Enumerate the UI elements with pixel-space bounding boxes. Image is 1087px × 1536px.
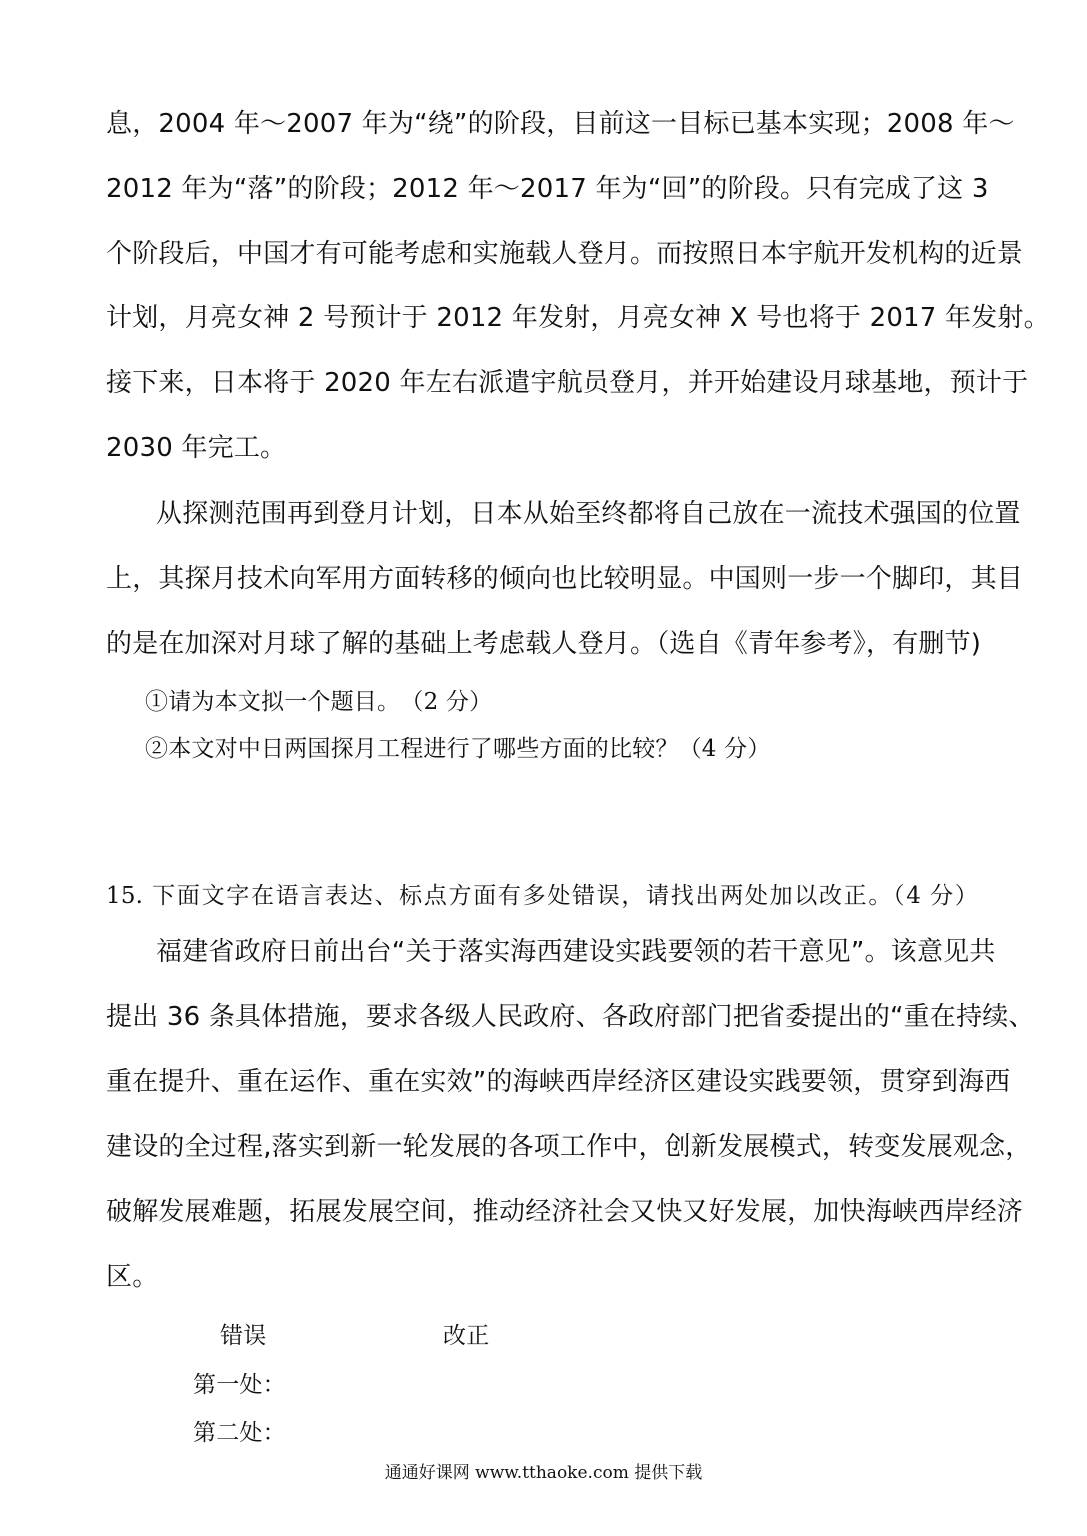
passage-line-5: 接下来，日本将于 2020 年左右派遣宇航员登月，并开始建设月球基地，预计于 [106,368,1029,398]
q15-passage-line-1: 福建省政府日前出台“关于落实海西建设实践要领的若干意见”。该意见共 [156,937,996,967]
answer-header-error: 错误 [220,1323,267,1349]
q15-passage-line-6: 区。 [106,1262,159,1292]
q15-passage-line-2: 提出 36 条具体措施，要求各级人民政府、各政府部门把省委提出的“重在持续、 [106,1002,1035,1032]
passage-line-8: 上，其探月技术向军用方面转移的倾向也比较明显。中国则一步一个脚印，其目 [106,564,1024,594]
passage-line-6: 2030 年完工。 [106,433,287,463]
answer-row-2-label: 第二处： [193,1420,286,1446]
question-15-prompt: 15. 下面文字在语言表达、标点方面有多处错误，请找出两处加以改正。（4 分） [106,883,978,909]
page-footer: 通通好课网 www.tthaoke.com 提供下载 [384,1463,703,1483]
question-2: ②本文对中日两国探月工程进行了哪些方面的比较？（4 分） [145,736,771,762]
passage-line-3: 个阶段后，中国才有可能考虑和实施载人登月。而按照日本宇航开发机构的近景 [106,239,1024,269]
passage-line-9-source: 的是在加深对月球了解的基础上考虑载人登月。（选自《青年参考》，有删节) [106,629,982,659]
answer-header-fix: 改正 [443,1323,490,1349]
q15-passage-line-4: 建设的全过程,落实到新一轮发展的各项工作中，创新发展模式，转变发展观念， [106,1132,1032,1162]
question-1: ①请为本文拟一个题目。 （2 分） [145,689,493,715]
passage-line-7: 从探测范围再到登月计划，日本从始至终都将自己放在一流技术强国的位置 [156,499,1021,529]
q15-passage-line-3: 重在提升、重在运作、重在实效”的海峡西岸经济区建设实践要领，贯穿到海西 [106,1067,1011,1097]
q15-passage-line-5: 破解发展难题，拓展发展空间，推动经济社会又快又好发展，加快海峡西岸经济 [106,1197,1024,1227]
answer-row-1-label: 第一处： [193,1372,286,1398]
passage-line-4: 计划，月亮女神 2 号预计于 2012 年发射，月亮女神 X 号也将于 2017 年发射。 [106,303,1050,333]
passage-line-1: 息，2004 年～2007 年为“绕”的阶段，目前这一目标已基本实现；2008 年～ [106,109,1015,139]
passage-line-2: 2012 年为“落”的阶段；2012 年～2017 年为“回”的阶段。只有完成了这 3 [106,174,989,204]
